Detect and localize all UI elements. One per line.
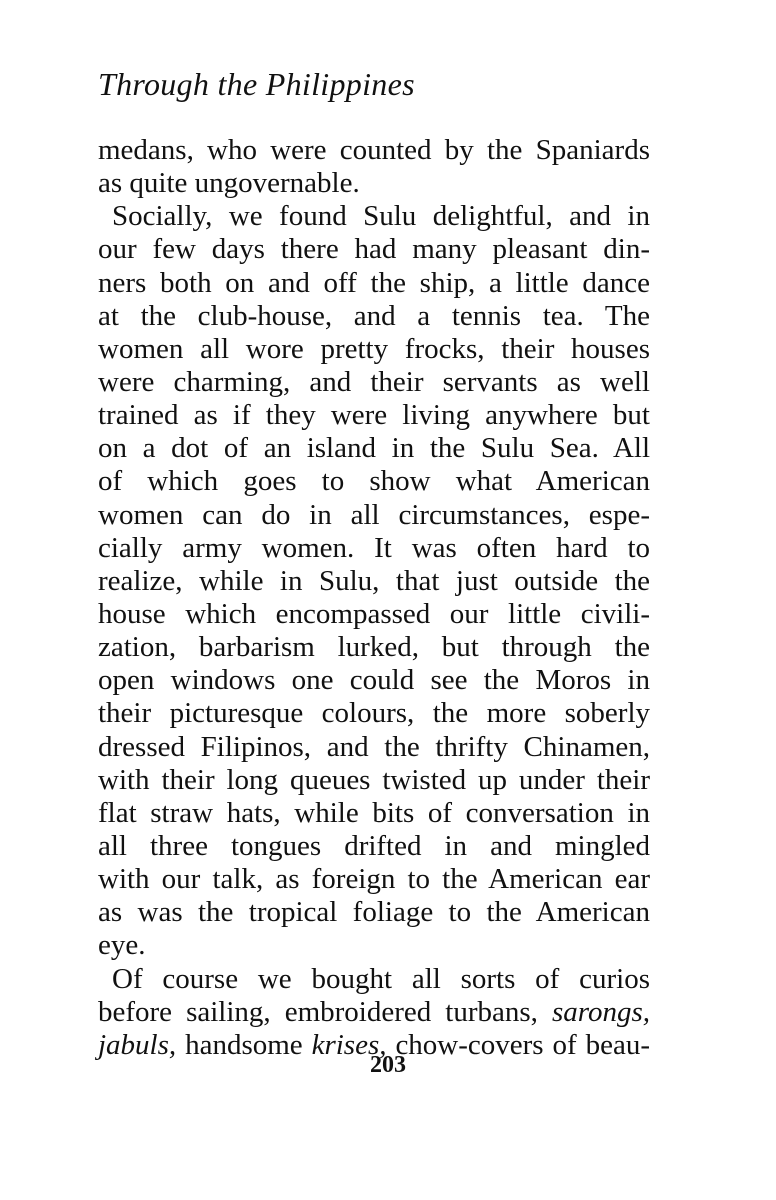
text-line [98, 764, 650, 797]
text-line [98, 896, 650, 929]
text-line [98, 399, 650, 432]
body-text [98, 134, 650, 1062]
text-line [98, 333, 650, 366]
text-segment: ners both on and off the ship, a little dance [98, 266, 650, 299]
text-segment: before sailing, embroidered turbans, [98, 995, 552, 1028]
text-segment: cially army women. It was often hard to [98, 531, 650, 564]
text-line [98, 664, 650, 697]
text-line [98, 267, 650, 300]
text-segment: with their long queues twisted up under their [98, 763, 650, 796]
text-line [98, 233, 650, 266]
text-line [98, 697, 650, 730]
text-line [98, 929, 650, 962]
italic-term: sarongs, [551, 995, 650, 1028]
text-segment: all three tongues drifted in and mingled [98, 829, 650, 862]
text-segment: zation, barbarism lurked, but through the [98, 631, 650, 664]
text-line [98, 996, 650, 1029]
text-line [98, 797, 650, 830]
text-line [98, 134, 650, 167]
text-segment: realize, while in Sulu, that just outside the [98, 564, 650, 597]
page-number: 203 [370, 1052, 406, 1078]
text-line [98, 167, 650, 200]
text-segment: eye. [98, 929, 146, 962]
text-segment: trained as if they were living anywhere but [98, 399, 650, 432]
text-segment: women all wore pretty frocks, their houses [98, 332, 650, 365]
text-segment: handsome [176, 1028, 312, 1061]
text-segment: Of course we bought all sorts of curios [112, 962, 650, 995]
text-segment: of which goes to show what American [98, 465, 650, 498]
text-segment: flat straw hats, while bits of conversation in [98, 796, 650, 829]
text-segment: at the club-house, and a tennis tea. The [98, 299, 650, 332]
text-segment: medans, who were counted by the Spaniards [98, 134, 650, 166]
text-line [98, 200, 650, 233]
text-line [98, 830, 650, 863]
text-segment: were charming, and their servants as well [98, 365, 650, 398]
text-line [98, 963, 650, 996]
text-segment: house which encompassed our little civili- [98, 597, 650, 630]
text-line [98, 731, 650, 764]
text-segment: with our talk, as foreign to the American ear [98, 863, 650, 896]
text-line [98, 432, 650, 465]
text-segment: as was the tropical foliage to the American [98, 896, 650, 929]
text-line [98, 300, 650, 333]
text-segment: on a dot of an island in the Sulu Sea. All [98, 432, 650, 465]
text-line [98, 465, 650, 498]
text-segment: Socially, we found Sulu delightful, and in [112, 200, 650, 233]
text-segment: dressed Filipinos, and the thrifty Chinamen, [98, 730, 650, 763]
text-line [98, 631, 650, 664]
text-segment: their picturesque colours, the more soberly [98, 697, 650, 730]
text-line [98, 863, 650, 896]
italic-term: jabuls, [98, 1028, 177, 1061]
text-line [98, 532, 650, 565]
text-segment: chow-covers of beau- [386, 1028, 650, 1061]
text-line [98, 499, 650, 532]
text-line [98, 366, 650, 399]
text-line [98, 565, 650, 598]
text-segment: women can do in all circumstances, espe- [98, 498, 650, 531]
running-title: Through the Philippines [98, 66, 415, 102]
text-segment: as quite ungovernable. [98, 167, 360, 200]
text-line [98, 598, 650, 631]
italic-term: krises, [311, 1028, 387, 1061]
text-segment: our few days there had many pleasant din- [98, 233, 650, 266]
text-segment: open windows one could see the Moros in [98, 664, 650, 697]
